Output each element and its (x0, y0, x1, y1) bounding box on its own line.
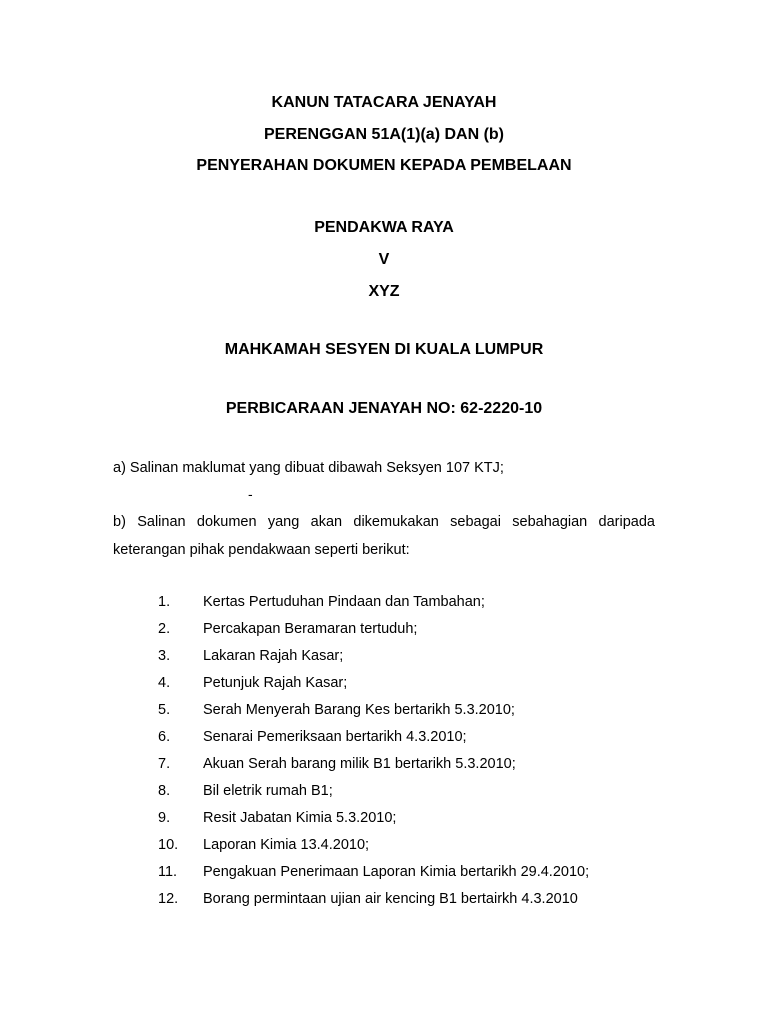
party-plaintiff: PENDAKWA RAYA (314, 219, 454, 236)
list-item (0, 646, 768, 666)
list-item-text: Percakapan Beramaran tertuduh; (203, 621, 418, 637)
list-item-number: 4. (158, 675, 171, 691)
list-item-number: 12. (158, 891, 179, 907)
dash-separator: - (248, 486, 253, 502)
list-item (0, 889, 768, 909)
court-name: MAHKAMAH SESYEN DI KUALA LUMPUR (224, 341, 544, 358)
list-item-text: Petunjuk Rajah Kasar; (203, 675, 348, 691)
list-item-number: 5. (158, 702, 171, 718)
list-item (0, 862, 768, 882)
list-item-number: 6. (158, 729, 171, 745)
list-item-text: Resit Jabatan Kimia 5.3.2010; (203, 810, 397, 826)
list-item (0, 754, 768, 774)
list-item (0, 727, 768, 747)
party-defendant: XYZ (368, 283, 400, 300)
case-number: PERBICARAAN JENAYAH NO: 62-2220-10 (225, 400, 543, 417)
section-a: a) Salinan maklumat yang dibuat dibawah Seksyen 107 KTJ; (113, 460, 504, 476)
list-item-text: Kertas Pertuduhan Pindaan dan Tambahan; (203, 594, 485, 610)
list-item-text: Lakaran Rajah Kasar; (203, 648, 344, 664)
section-b-line-1: b) Salinan dokumen yang akan dikemukakan sebagai sebahagian daripada (113, 514, 655, 530)
list-item (0, 619, 768, 639)
list-item (0, 808, 768, 828)
title-statute: KANUN TATACARA JENAYAH (271, 94, 497, 111)
section-b-line-2: keterangan pihak pendakwaan seperti berikut: (113, 542, 410, 558)
list-item (0, 700, 768, 720)
list-item (0, 835, 768, 855)
list-item-text: Borang permintaan ujian air kencing B1 bertairkh 4.3.2010 (203, 891, 578, 907)
list-item-text: Akuan Serah barang milik B1 bertarikh 5.3.2010; (203, 756, 516, 772)
list-item-text: Serah Menyerah Barang Kes bertarikh 5.3.2010; (203, 702, 515, 718)
list-item-text: Laporan Kimia 13.4.2010; (203, 837, 370, 853)
list-item-number: 9. (158, 810, 171, 826)
list-item (0, 781, 768, 801)
list-item-number: 2. (158, 621, 171, 637)
list-item (0, 592, 768, 612)
list-item-number: 3. (158, 648, 171, 664)
title-paragraph: PERENGGAN 51A(1)(a) DAN (b) (263, 126, 504, 143)
list-item-text: Pengakuan Penerimaan Laporan Kimia bertarikh 29.4.2010; (203, 864, 590, 880)
list-item-text: Bil eletrik rumah B1; (203, 783, 333, 799)
list-item-number: 1. (158, 594, 171, 610)
party-versus: V (378, 251, 390, 268)
list-item-number: 11. (158, 864, 178, 880)
list-item-text: Senarai Pemeriksaan bertarikh 4.3.2010; (203, 729, 467, 745)
list-item-number: 8. (158, 783, 171, 799)
list-item-number: 7. (158, 756, 171, 772)
title-subject: PENYERAHAN DOKUMEN KEPADA PEMBELAAN (196, 157, 572, 174)
list-item-number: 10. (158, 837, 179, 853)
list-item (0, 673, 768, 693)
